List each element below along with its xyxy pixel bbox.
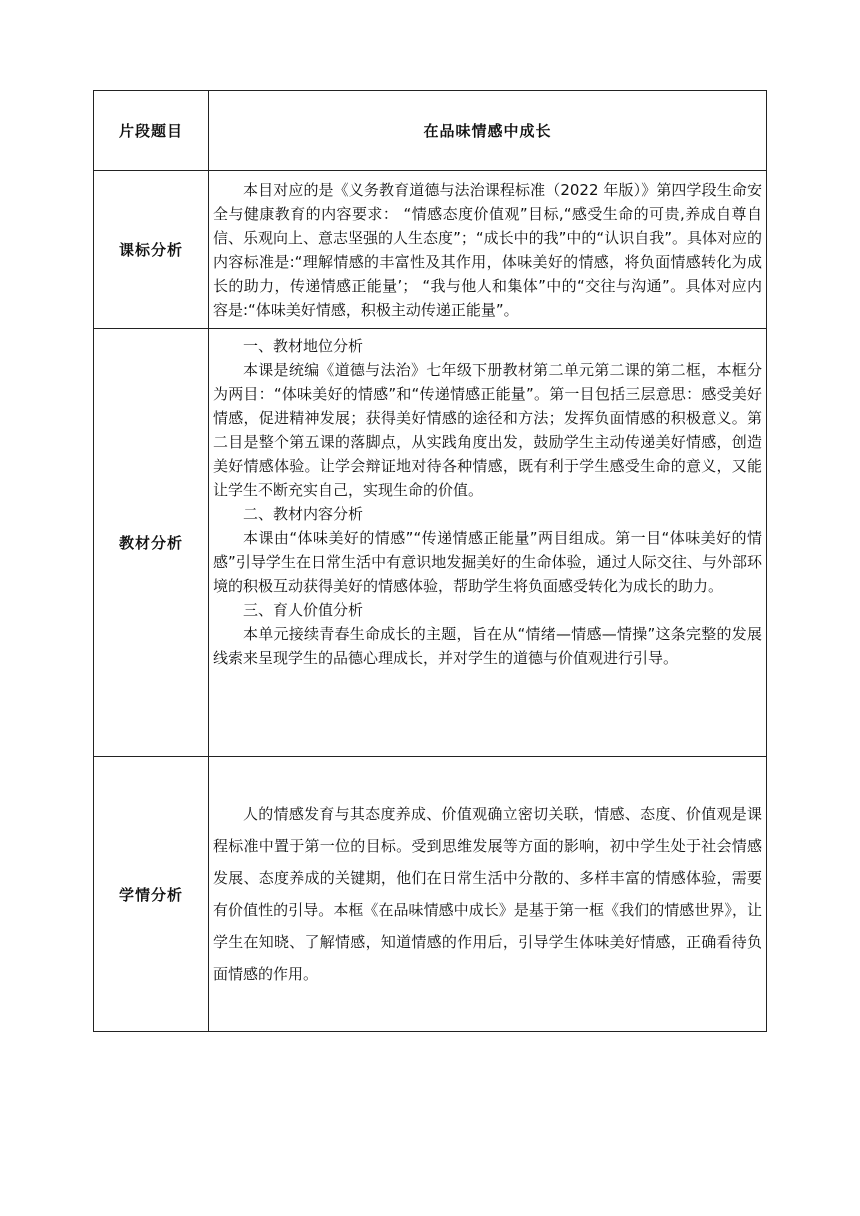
lesson-title: 在品味情感中成长 [209, 91, 767, 171]
textbook-paragraph-2: 本课由“体味美好的情感”“传递情感正能量”两目组成。第一目“体味美好的情感”引导学生在日常生活中有意识地发掘美好的生命体验，通过人际交往、与外部环境的积极互动获得美好的情感体验，帮助学生将负面感受转化为成长的助力。 [213, 529, 762, 595]
curriculum-paragraph: 本目对应的是《义务教育道德与法治课程标准（2022 年版）》第四学段生命安全与健康教育的内容要求： “情感态度价值观”目标,“感受生命的可贵,养成自尊自信、乐观向上、意志坚强的人生态度”；“成长中的我”中的“认识自我”。具体对应的内容标准是:“理解情感的丰富性及其作用，体味美好的情感，将负面情感转化为成长的助力，传递情感正能量’； “我与他人和集体”中的“交往与沟通”。具体对应内容是:“体味美好情感，积极主动传递正能量”。 [213, 180, 762, 319]
row-label-title: 片段题目 [94, 91, 209, 171]
students-paragraph: 人的情感发育与其态度养成、价值观确立密切关联，情感、态度、价值观是课程标准中置于第一位的目标。受到思维发展等方面的影响，初中学生处于社会情感发展、态度养成的关键期，他们在日常生活中分散的、多样丰富的情感体验，需要有价值性的引导。本框《在品味情感中成长》是基于第一框《我们的情感世界》，让学生在知晓、了解情感，知道情感的作用后，引导学生体味美好情感，正确看待负面情感的作用。 [213, 805, 762, 983]
table-row-students [94, 757, 767, 1032]
row-label-textbook: 教材分析 [94, 329, 209, 757]
textbook-heading-3: 三、育人价值分析 [243, 601, 364, 619]
textbook-heading-2: 二、教材内容分析 [243, 505, 364, 523]
row-label-students: 学情分析 [94, 757, 209, 1032]
table-row-title [94, 91, 767, 171]
table-row-curriculum [94, 171, 767, 329]
curriculum-cell [209, 171, 767, 329]
row-label-curriculum: 课标分析 [94, 171, 209, 329]
students-cell [209, 757, 767, 1032]
textbook-paragraph-3: 本单元接续青春生命成长的主题，旨在从“情绪—情感—情操”这条完整的发展线索来呈现学生的品德心理成长，并对学生的道德与价值观进行引导。 [213, 625, 762, 667]
textbook-heading-1: 一、教材地位分析 [243, 337, 364, 355]
lesson-analysis-table [93, 90, 767, 1032]
table-row-textbook [94, 329, 767, 757]
textbook-paragraph-1: 本课是统编《道德与法治》七年级下册教材第二单元第二课的第二框，本框分为两目：“体味美好的情感”和“传递情感正能量”。第一目包括三层意思：感受美好情感，促进精神发展；获得美好情感的途径和方法；发挥负面情感的积极意义。第二目是整个第五课的落脚点，从实践角度出发，鼓励学生主动传递美好情感，创造美好情感体验。让学会辩证地对待各种情感，既有利于学生感受生命的意义，又能让学生不断充实自己，实现生命的价值。 [213, 361, 762, 499]
textbook-cell [209, 329, 767, 757]
